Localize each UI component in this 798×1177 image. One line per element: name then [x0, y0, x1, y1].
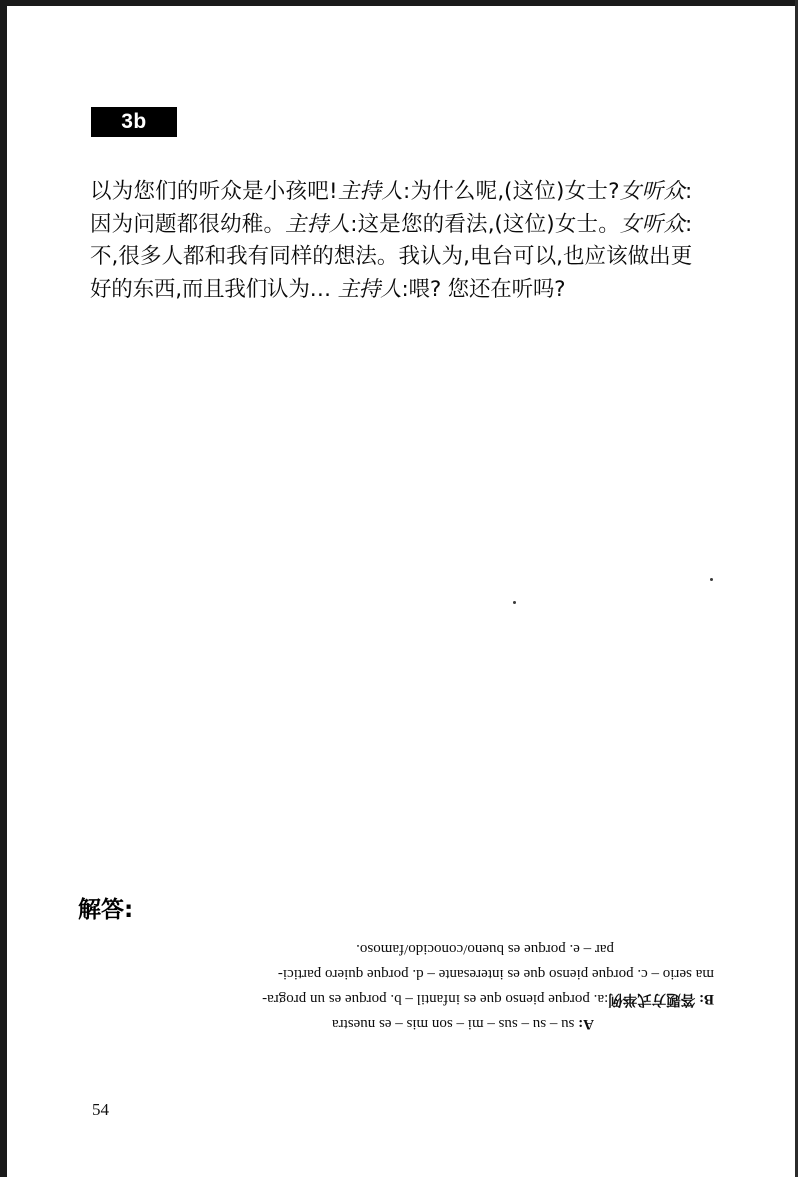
answer-key-text: ma serio – c. porque pienso que es interesante – d. porque quiero partici-: [277, 966, 714, 982]
answer-key-line: [74, 961, 714, 986]
answer-key-label: B:: [695, 991, 714, 1007]
exercise-body-text: [90, 176, 692, 306]
answer-key-text: :a. porque pienso que es infantil – b. porque es un progra-: [262, 991, 609, 1007]
body-text-run: :因为问题都很幼稚。: [90, 179, 692, 237]
speaker-label: 主持人: [285, 211, 351, 237]
speaker-label: 女听众: [619, 179, 685, 204]
scan-speck-icon: [710, 578, 713, 581]
body-text-run: :不,很多人都和我有同样的想法。我认为,电台可以,也应该做出更好的东西,而且我们认为…: [90, 211, 692, 302]
body-text-run: :这是您的看法,(这位)女士。: [350, 211, 620, 237]
scan-edge-left: [0, 0, 7, 1177]
body-text-run: :喂? 您还在听吗?: [401, 276, 566, 302]
answer-key-chinese-note: 答题方式举例: [608, 991, 696, 1007]
scan-edge-top: [0, 0, 798, 6]
answer-key-label: A:: [574, 1016, 594, 1032]
section-tag-3b: 3b: [91, 107, 177, 137]
body-text-run: 以为您们的听众是小孩吧!: [90, 179, 338, 204]
answer-key-line: [74, 986, 714, 1011]
answers-heading: 解答:: [78, 897, 134, 923]
body-text-run: :为什么呢,(这位)女士?: [403, 179, 620, 204]
answer-key-line: [74, 1011, 714, 1036]
scan-speck-icon: [513, 601, 516, 604]
speaker-label: 女听众: [619, 211, 685, 237]
answer-key-line: [74, 936, 714, 961]
answer-key-text: par – e. porque es bueno/conocido/famoso.: [356, 941, 614, 957]
answer-key-text: su – su – sus – mi – son mis – es nuestra: [331, 1016, 575, 1032]
page-number: 54: [92, 1100, 109, 1119]
speaker-label: 主持人: [337, 179, 403, 204]
speaker-label: 主持人: [337, 276, 402, 302]
answer-key-block: [74, 936, 714, 1036]
